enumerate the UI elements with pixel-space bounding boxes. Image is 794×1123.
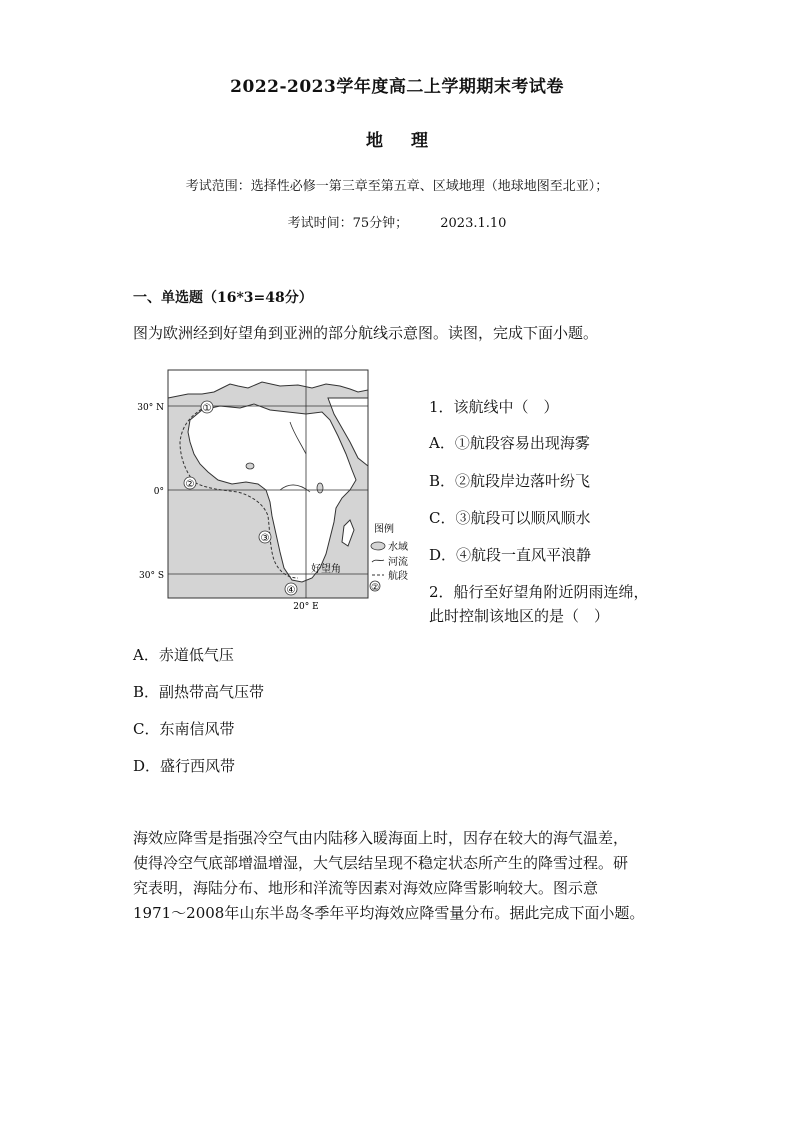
lat-label-equator: 0°: [153, 487, 164, 497]
question-2-option-b[interactable]: B．副热带高气压带: [133, 683, 265, 701]
africa-route-map: [130, 362, 408, 614]
legend-water-label: 水域: [388, 542, 408, 553]
svg-text:①: ①: [202, 403, 212, 414]
question-2-stem-line2: 此时控制该地区的是（ ）: [429, 607, 610, 625]
svg-text:②: ②: [185, 479, 195, 490]
exam-title: 2022-2023学年度高二上学期期末考试卷: [230, 77, 564, 97]
cape-label: 好望角: [311, 564, 341, 575]
lake: [317, 483, 323, 493]
legend-river-swatch: [372, 560, 384, 562]
exam-time-line: [0, 212, 794, 231]
exam-scope: 考试范围：选择性必修一第三章至第五章、区域地理（地球地图至北亚）；: [185, 179, 609, 194]
lake: [246, 463, 254, 469]
passage-line: 海效应降雪是指强冷空气由内陆移入暖海面上时，因存在较大的海气温差，: [133, 829, 629, 847]
map-legend: [370, 522, 408, 593]
passage-line: 1971～2008年山东半岛冬季年平均海效应降雪量分布。据此完成下面小题。: [133, 904, 645, 922]
svg-text:④: ④: [286, 585, 296, 596]
passage-line: 究表明，海陆分布、地形和洋流等因素对海效应降雪影响较大。图示意: [133, 879, 599, 897]
question-1-option-d[interactable]: D．④航段一直风平浪静: [429, 546, 592, 564]
question-2-stem-line1: 2．船行至好望角附近阴雨连绵，: [429, 583, 649, 601]
question-2-option-a[interactable]: A．赤道低气压: [133, 646, 234, 664]
question-1-option-a[interactable]: A．①航段容易出现海雾: [429, 434, 590, 452]
route-marker-2: [184, 477, 196, 490]
question-1-option-b[interactable]: B．②航段岸边落叶纷飞: [429, 472, 591, 490]
exam-duration: 考试时间：75分钟；: [287, 216, 409, 231]
subject-title: 地理: [366, 131, 456, 151]
svg-text:②: ②: [370, 583, 380, 593]
legend-segment-label: 航段: [388, 571, 408, 582]
route-marker-1: [201, 401, 213, 414]
section-heading: 一、单选题（16*3=48分）: [133, 290, 313, 306]
exam-date: 2023.1.10: [440, 216, 507, 231]
svg-text:③: ③: [260, 533, 270, 544]
legend-river-label: 河流: [388, 557, 408, 568]
legend-water-swatch: [371, 542, 385, 550]
lat-label-30n: 30° N: [137, 403, 164, 413]
passage: [133, 826, 663, 926]
question-2-option-c[interactable]: C．东南信风带: [133, 720, 235, 738]
passage-line: 使得冷空气底部增温增湿，大气层结呈现不稳定状态所产生的降雪过程。研: [133, 854, 629, 872]
route-marker-4: [285, 583, 297, 596]
question-1-option-c[interactable]: C．③航段可以顺风顺水: [429, 509, 591, 527]
lon-label-20e: 20° E: [293, 602, 319, 612]
question-2-option-d[interactable]: D．盛行西风带: [133, 757, 236, 775]
route-marker-3: [259, 531, 271, 544]
question-1-stem: 1．该航线中（ ）: [429, 398, 559, 416]
section-intro: 图为欧洲经到好望角到亚洲的部分航线示意图。读图，完成下面小题。: [133, 324, 599, 342]
lat-label-30s: 30° S: [139, 571, 164, 581]
legend-title: 图例: [374, 524, 394, 535]
